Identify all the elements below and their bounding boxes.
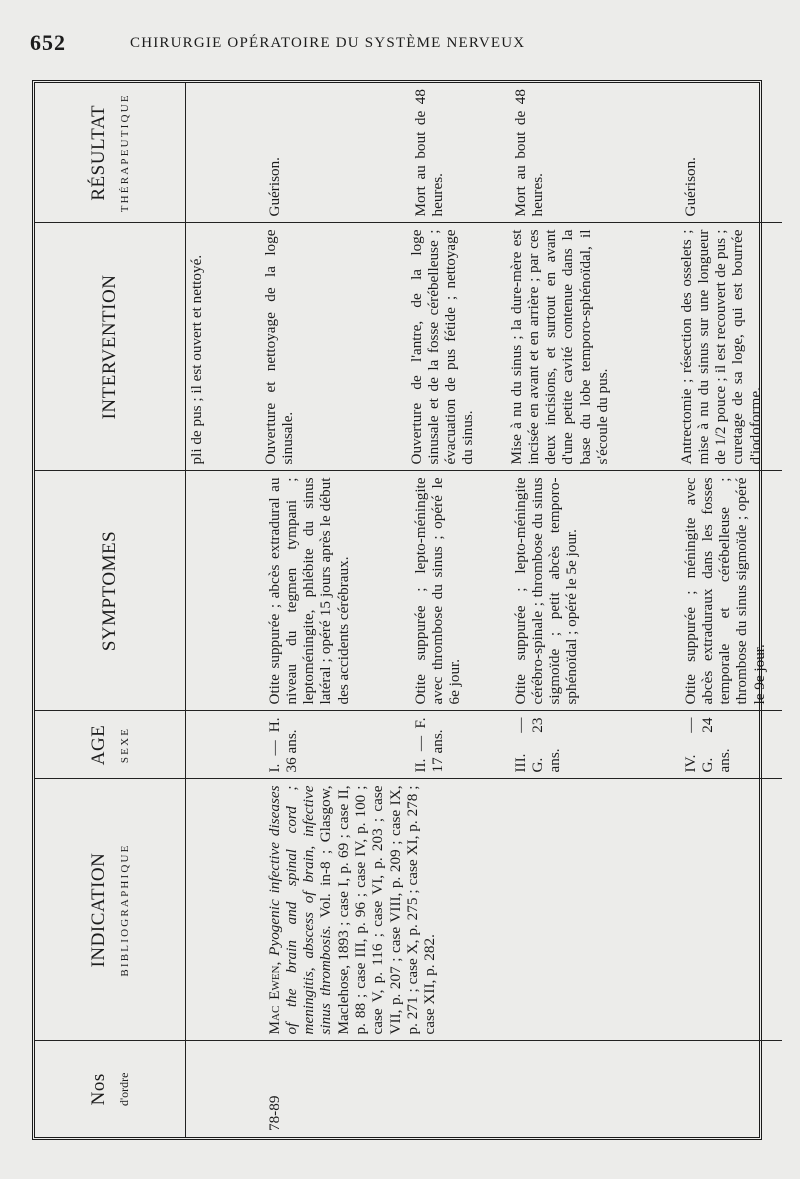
case-intervention: Antrectomie ; résection des osselets ; mise à nu du sinus sur une longueur de 1/2 pouce ; il est recouvert de pus ; curetage de sa loge, qui est bourrée d'iodoforme. — [677, 229, 764, 465]
col-num-subtitle: d'ordre — [116, 1072, 131, 1106]
case-label: III. — G. 23 ans. — [511, 717, 564, 773]
col-header-num — [35, 1041, 185, 1137]
bibliography-title: Pyogenic infective diseases of the brain and spinal cord ; meningitis, abscess of brain, infective sinus thrombosis. — [265, 785, 335, 1035]
header-row — [35, 83, 185, 1137]
col-header-indication — [35, 779, 185, 1041]
col-indication-subtitle: BIBLIOGRAPHIQUE — [119, 843, 132, 977]
col-header-resultat — [35, 83, 185, 223]
case-number — [185, 1041, 782, 1137]
case-label: II. — F. 17 ans. — [411, 717, 446, 773]
case-resultat: Guérison. — [681, 157, 699, 217]
resultat-cell — [185, 83, 782, 223]
col-header-symptomes — [35, 471, 185, 711]
case-intervention: Ouverture de l'antre, de la loge sinusale et de la fosse cérébelleuse ; évacuation de pus fétide ; nettoyage du sinus. — [407, 229, 477, 465]
case-symptomes: Otite suppurée ; méningite avec abcès extraduraux dans les fosses temporale et cérébelleuse ; thrombose du sinus sigmoïde ; opéré le 9e jour. — [681, 477, 768, 705]
bibliography-references: Vol. in-8 ; Glasgow, Maclehose, 1893 ; case I, p. 69 ; case II, p. 88 ; case III, p. 96 ; case IV, p. 100 ; case V, p. 116 ; case VI, p. 203 ; case VII, p. 207 ; case VIII, p. 209 ; case IX, p. 271 ; case X, p. 275 ; case XI, p. 278 ; case XII, p. 282. — [317, 785, 439, 1035]
age-cell — [185, 711, 782, 779]
col-symptomes-title: SYMPTOMES — [98, 530, 120, 652]
case-resultat: Mort au bout de 48 heures. — [411, 89, 446, 217]
col-resultat-subtitle: THÉRAPEUTIQUE — [119, 93, 132, 213]
col-header-intervention — [35, 223, 185, 471]
bibliography-cell — [185, 779, 782, 1041]
col-age-title: AGE — [87, 724, 109, 766]
col-resultat-title: RÉSULTAT — [87, 104, 109, 201]
rotated-table-wrapper — [35, 83, 768, 1137]
case-label: I. — H. 36 ans. — [265, 717, 300, 773]
col-intervention-title: INTERVENTION — [98, 274, 120, 420]
case-symptomes: Otite suppurée ; lepto-méningite avec thrombose du sinus ; opéré le 6e jour. — [411, 477, 464, 705]
running-head — [30, 30, 770, 60]
symptomes-cell — [185, 471, 782, 711]
case-resultat: Guérison. — [265, 157, 283, 217]
col-header-age — [35, 711, 185, 779]
case-table — [35, 83, 782, 1137]
table-body-row — [185, 83, 782, 1137]
intervention-cell — [185, 223, 782, 471]
case-symptomes: Otite suppurée ; abcès extradural au niveau du tegmen tympani ; leptoméningite, phlébite du sinus latéral ; opéré 15 jours après le début des accidents cérébraux. — [265, 477, 352, 705]
table-frame — [32, 80, 768, 1140]
intervention-continuation: pli de pus ; il est ouvert et nettoyé. — [187, 254, 205, 465]
case-intervention: Ouverture et nettoyage de la loge sinusale. — [261, 229, 296, 465]
col-num-title: Nos — [88, 1073, 110, 1106]
case-label: IV. — G. 24 ans. — [681, 717, 734, 773]
page-number: 652 — [30, 30, 66, 55]
case-intervention: Mise à nu du sinus ; la dure-mère est incisée en avant et en arrière ; par ces deux incisions, et surtout en avant d'une petite cavité contenue dans la base du lobe temporo-sphénoïdal, il s'écoule du pus. — [507, 229, 612, 465]
case-resultat: Mort au bout de 48 heures. — [511, 89, 546, 217]
bibliography-author: Mac Ewen, — [265, 961, 283, 1035]
col-age-subtitle: SEXE — [119, 726, 132, 764]
col-indication-title: INDICATION — [87, 852, 109, 968]
case-symptomes: Otite suppurée ; lepto-méningite cérébro-spinale ; thrombose du sinus sigmoïde ; petit abcès temporo-sphénoïdal ; opéré le 5e jour. — [511, 477, 581, 705]
running-title: CHIRURGIE OPÉRATOIRE DU SYSTÈME NERVEUX — [130, 35, 526, 51]
case-number-value: 78-89 — [265, 1095, 283, 1131]
